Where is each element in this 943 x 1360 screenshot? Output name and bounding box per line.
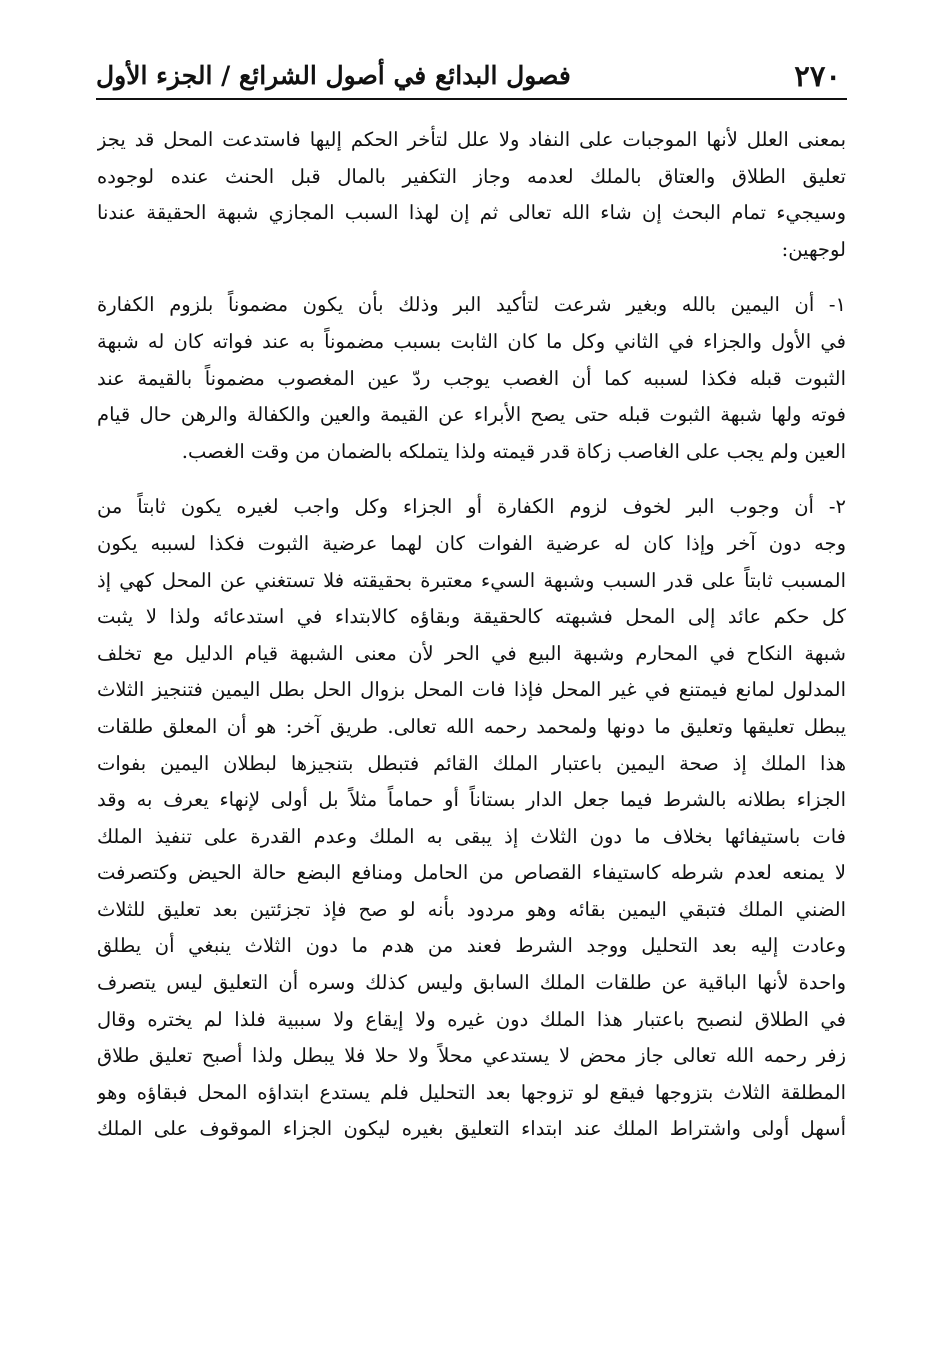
- text-line: الثبوت قبله فكذا لسببه كما أن الغصب يوجب ردّ عين المغصوب مضموناً بالقيمة عند: [97, 366, 846, 390]
- text-line: كل حكم عائد إلى المحل فشبهته كالحقيقة وبقاؤه كالابتداء في استدعائه ولذا لا يثبت: [97, 605, 846, 629]
- text-line: واحدة لأنها الباقية عن طلقات الملك السابق وليس كذلك وسره أن التعليق ليس يتصرف: [97, 971, 846, 995]
- text-line: زفر رحمه الله تعالى جاز محض لا يستدعي محلاً ولا حلا فلا يبطل ولذا أصبح تعليق طلاق: [97, 1044, 846, 1068]
- text-line: المطلقة الثلاث بتزوجها فيقع لو تزوجها بعد التحليل فلم يستدع ابتداؤه المحل فبقاؤه وهو: [97, 1080, 846, 1104]
- page-header: [96, 54, 847, 100]
- text-line: الضني الملك فتبقي اليمين بقائه وهو مردود بأنه لو صح فإذ تجزئتين بعد تعليق للثلاث: [97, 897, 846, 921]
- text-line: يبطل تعليقها وتعليق ما دونها ولمحمد رحمه الله تعالى. طريق آخر: هو أن المعلق طلقات: [97, 714, 846, 738]
- text-line: لوجهين:: [781, 237, 846, 261]
- paragraph: [97, 122, 846, 268]
- text-line: بمعنى العلل لأنها الموجبات على النفاد ولا علل لتأخر الحكم إليها فاستدعت المحل قد يجز: [97, 128, 846, 151]
- paragraph-numbered-1: [97, 287, 846, 470]
- text-line: المسبب ثابتاً على قدر السبب وشبهة السيء معتبرة بحقيقته فلا تستغني عن المحل كهي إذ: [97, 568, 846, 592]
- text-line: فوته ولها شبهة الثبوت قبله حتى يصح الأبراء عن القيمة والعين والكفالة والرهن حال قيام: [97, 403, 846, 427]
- text-line: ٢- أن وجوب البر لخوف لزوم الكفارة أو الجزاء وكل واجب لغيره يكون ثابتاً من: [97, 495, 846, 519]
- text-line: لا يمنعه لعدم شرطه كاستيفاء القصاص من الحامل ومنافع البضع حالة الحيض وكتصرفت: [97, 861, 846, 885]
- text-line: ١- أن اليمين بالله وبغير شرعت لتأكيد البر وذلك بأن يكون مضموناً بلزوم الكفارة: [97, 293, 846, 317]
- page-number: ٢٧٠: [794, 59, 841, 93]
- paragraph-numbered-2: [97, 489, 846, 1148]
- header-divider: [96, 98, 847, 100]
- text-line: وعادت إليه بعد التحليل ووجد الشرط فعند من هدم ما دون الثلاث ينبغي أن يطلق: [97, 934, 846, 958]
- text-line: تعليق الطلاق والعتاق بالملك لعدمه وجاز التكفير بالمال قبل الحنث عنده لوجوده: [97, 164, 846, 188]
- text-line: في الطلاق لنصبح باعتبار هذا الملك دون غيره ولا إيقاع ولا سببية فلذا لم يختره وقال: [97, 1007, 846, 1031]
- text-line: العين ولم يجب على الغاصب زكاة قدر قيمته ولذا يتملكه بالضمان من وقت الغصب.: [181, 439, 846, 463]
- text-line: الجزاء بطلانه بالشرط فيما جعل الدار بستاناً أو حماماً مثلاً بل أولى لإنهاء يعرف به وقد: [97, 788, 846, 812]
- text-line: فات باستيفائها بخلاف ما دون الثلاث إذ يبقى به الملك وعدم القدرة على تنفيذ الملك: [97, 824, 846, 848]
- text-line: أسهل أولى واشتراط الملك عند ابتداء التعليق بغيره ليكون الجزاء الموقوف على الملك: [97, 1117, 846, 1141]
- running-title: فصول البدائع في أصول الشرائع / الجزء الأول: [96, 61, 571, 90]
- text-line: المدلول لمانع فيمتنع في غير المحل فإذا فات المحل بزوال الحل بطل اليمين فتنجيز الثلاث: [97, 678, 846, 702]
- page-body: [97, 122, 846, 1148]
- text-line: وسيجيء تمام البحث إن شاء الله تعالى ثم إن لهذا السبب المجازي شبهة الحقيقة عندنا: [97, 201, 846, 225]
- text-line: شبهة النكاح في المحارم وشبهة البيع في الحر لأن معنى الشبهة قيام الدليل مع تخلف: [97, 641, 846, 665]
- text-line: وجه دون آخر وإذا كان له عرضية الفوات كان لهما عرضية الثبوت فكذا لسببه يكون: [97, 531, 846, 555]
- text-line: في الأول والجزاء في الثاني وكل ما كان الثابت بسبب مضموناً به عند فواته كان له شبهة: [97, 329, 846, 353]
- text-line: هذا الملك إذ صحة اليمين باعتبار الملك القائم فتبطل بتنجيزها لبطلان اليمين بفوات: [97, 751, 846, 775]
